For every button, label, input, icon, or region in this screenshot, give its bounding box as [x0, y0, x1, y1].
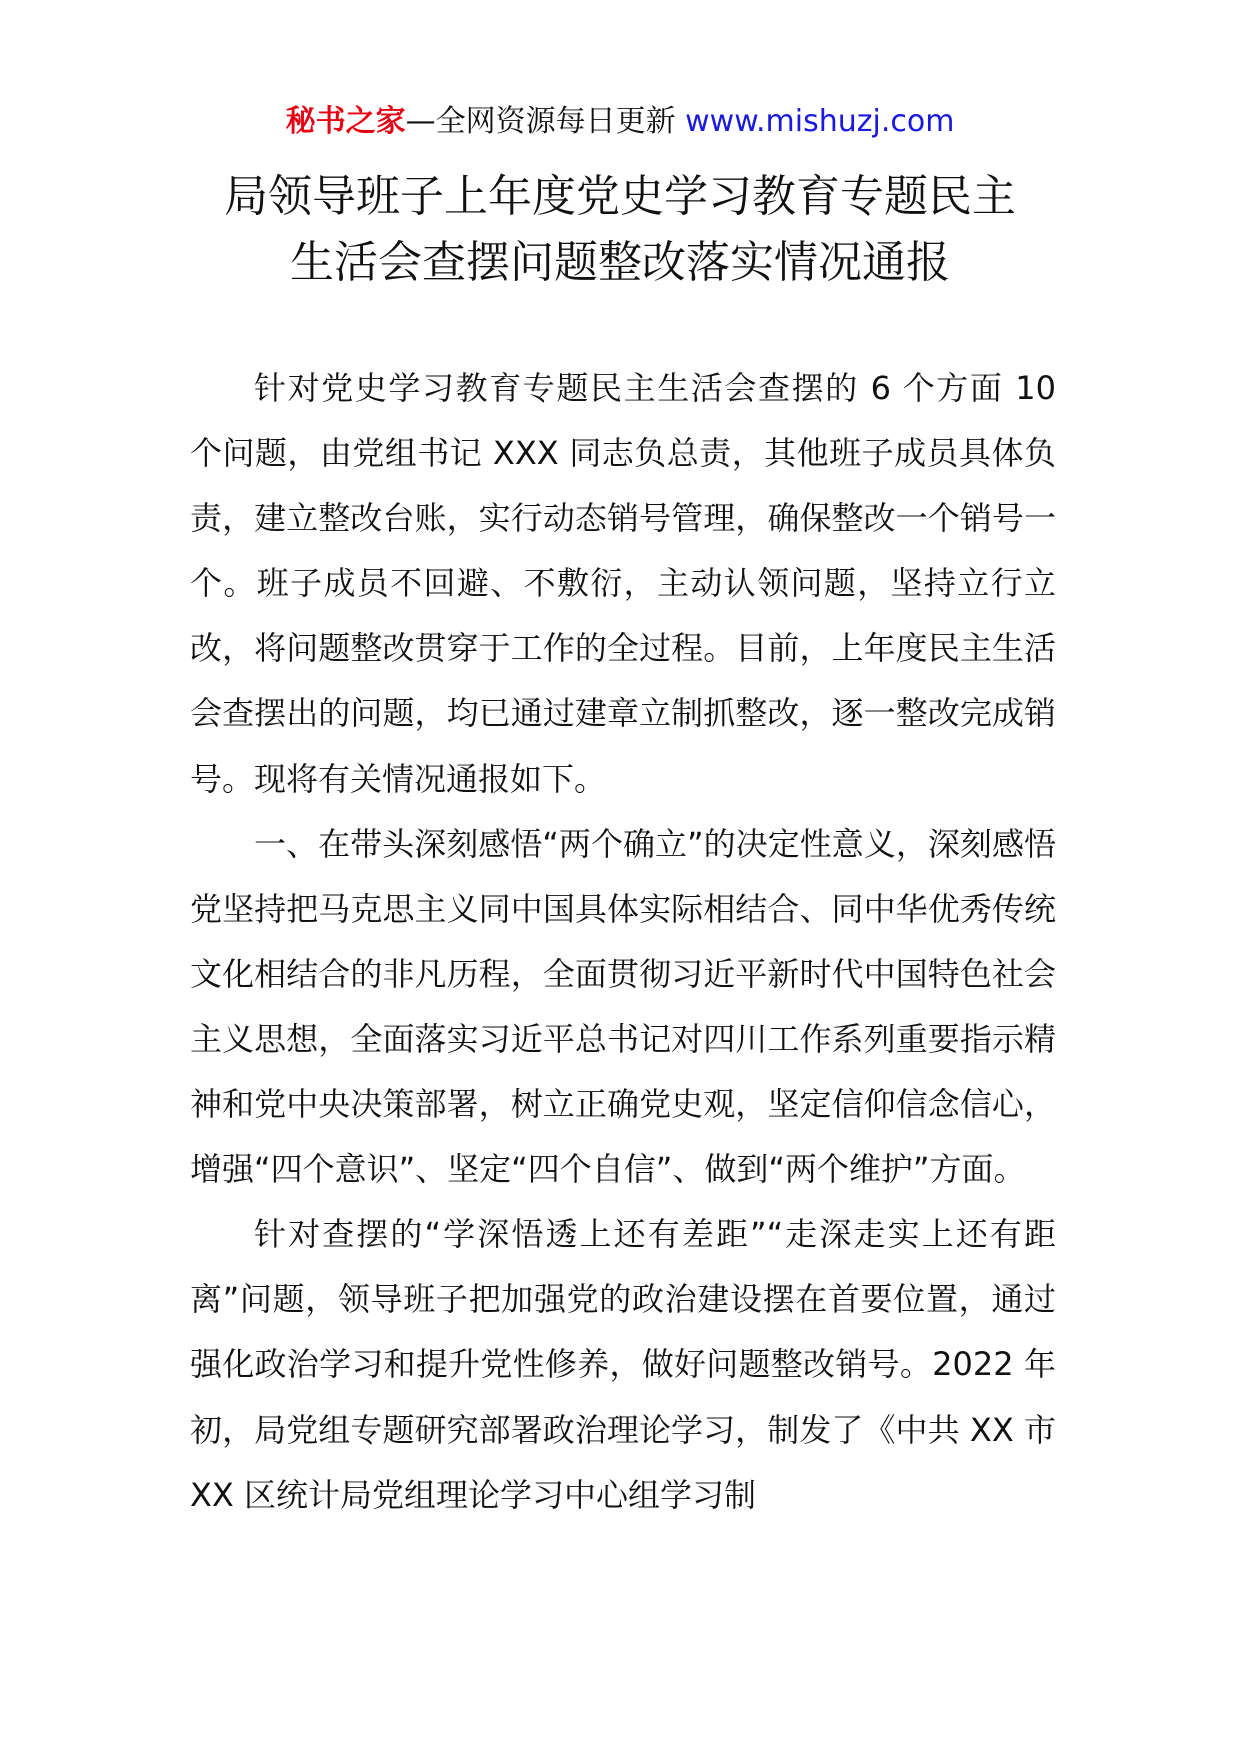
document-title-line-1: 局领导班子上年度党史学习教育专题民主 — [224, 171, 1016, 222]
site-header — [0, 100, 1240, 144]
document-body — [190, 356, 1056, 1528]
body-paragraph-intro: 针对党史学习教育专题民主生活会查摆的 6 个方面 10 个问题，由党组书记 XXX 同志负总责，其他班子成员具体负责，建立整改台账，实行动态销号管理，确保整改一个销号一个。班子成员不回避、不敷衍，主动认领问题，坚持立行立改，将问题整改贯穿于工作的全过程。目前，上年度民主生活会查摆出的问题，均已通过建章立制抓整改，逐一整改完成销号。现将有关情况通报如下。 — [190, 369, 1056, 798]
document-title-line-2: 生活会查摆问题整改落实情况通报 — [290, 237, 950, 288]
body-paragraph-section-1-detail: 针对查摆的“学深悟透上还有差距”“走深走实上还有距离”问题，领导班子把加强党的政治建设摆在首要位置，通过强化政治学习和提升党性修养，做好问题整改销号。2022 年初，局党组专题研究部署政治理论学习，制发了《中共 XX 市 XX 区统计局党组理论学习中心组学习制 — [190, 1215, 1056, 1514]
brand-name: 秘书之家 — [285, 104, 406, 139]
header-tagline: —全网资源每日更新 — [405, 104, 686, 139]
document-title — [120, 164, 1120, 296]
body-paragraph-section-1-heading: 一、在带头深刻感悟“两个确立”的决定性意义，深刻感悟党坚持把马克思主义同中国具体实际相结合、同中华优秀传统文化相结合的非凡历程，全面贯彻习近平新时代中国特色社会主义思想，全面落实习近平总书记对四川工作系列重要指示精神和党中央决策部署，树立正确党史观，坚定信仰信念信心，增强“四个意识”、坚定“四个自信”、做到“两个维护”方面。 — [190, 824, 1056, 1189]
site-url-link[interactable]: www.mishuzj.com — [685, 104, 955, 139]
